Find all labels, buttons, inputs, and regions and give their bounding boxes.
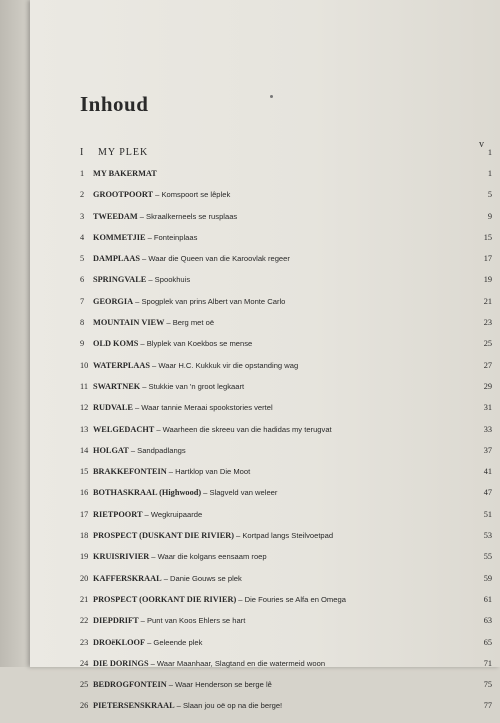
toc-entry xyxy=(80,595,492,616)
toc-entry xyxy=(80,638,492,659)
toc-entry xyxy=(80,275,492,296)
toc-entry xyxy=(80,467,492,488)
toc-entry-page: 27 xyxy=(483,360,492,370)
print-speck xyxy=(270,95,273,98)
toc-entry-page: 15 xyxy=(483,232,492,242)
toc-entry xyxy=(80,169,492,190)
toc-entry-title: KRUISRIVIER xyxy=(93,552,150,562)
toc-entry-number: 23 xyxy=(80,637,89,647)
toc-entry-number: 10 xyxy=(80,360,89,370)
toc-entry xyxy=(80,425,492,446)
toc-entry-title: KAFFERSKRAAL xyxy=(93,573,162,583)
toc-entry xyxy=(80,382,492,403)
toc-entry-title: RUDVALE xyxy=(93,403,133,413)
toc-entry-subtitle: – Slaan jou oë op na die berge! xyxy=(176,701,283,711)
toc-entry-title: BOTHASKRAAL (Highwood) xyxy=(93,488,202,498)
toc-entry-title: RIETPOORT xyxy=(93,509,143,519)
toc-entry-number: 21 xyxy=(80,594,89,604)
toc-entry-title: MOUNTAIN VIEW xyxy=(93,318,165,328)
toc-entry-title: DIEPDRIFT xyxy=(93,616,139,626)
toc-entry xyxy=(80,574,492,595)
toc-entry xyxy=(80,616,492,637)
toc-entry xyxy=(80,680,492,701)
toc-entry-subtitle: – Waar Maanhaar, Slagtand en die watermeid woon xyxy=(150,658,326,668)
toc-entry-number: 12 xyxy=(80,403,89,413)
toc-entry-number: 24 xyxy=(80,658,89,668)
toc-entry-title: MY BAKERMAT xyxy=(93,169,157,178)
toc-entry-page: 51 xyxy=(483,509,492,519)
toc-entry-page: 53 xyxy=(483,531,492,541)
toc-entry-subtitle: – Komspoort se lêplek xyxy=(155,190,231,200)
toc-entry-title: BEDROGFONTEIN xyxy=(93,680,167,690)
toc-entry-page: 75 xyxy=(483,680,492,690)
toc-entry-number: 9 xyxy=(80,339,85,349)
toc-entry-page: 23 xyxy=(483,318,492,328)
toc-entry-number: 6 xyxy=(80,275,85,285)
toc-entry-page: 1 xyxy=(487,169,492,178)
toc-entry xyxy=(80,361,492,382)
toc-entry-title: WATERPLAAS xyxy=(93,360,151,370)
toc-entry-number: 18 xyxy=(80,531,89,541)
toc-entry-page: 21 xyxy=(483,296,492,306)
toc-entry-title: GROOTPOORT xyxy=(93,190,154,200)
toc-entry xyxy=(80,659,492,680)
toc-entry-title: WELGEDACHT xyxy=(93,424,155,434)
toc-entry xyxy=(80,254,492,275)
toc-entry xyxy=(80,212,492,233)
toc-entry-subtitle: – Waar tannie Meraai spookstories vertel xyxy=(134,403,273,413)
toc-entry-page: 41 xyxy=(483,467,492,477)
toc-entry-page: 9 xyxy=(487,211,492,221)
toc-entry-page: 65 xyxy=(483,637,492,647)
toc-entry-page: 29 xyxy=(483,381,492,391)
toc-entry-subtitle: – Spookhuis xyxy=(148,275,191,285)
toc-entry-number: I xyxy=(80,147,84,158)
book-spine-shadow xyxy=(0,0,30,667)
toc-entry-number: 3 xyxy=(80,211,85,221)
page-title: Inhoud xyxy=(80,92,149,116)
toc-entry xyxy=(80,552,492,573)
toc-entry xyxy=(80,339,492,360)
toc-entry xyxy=(80,190,492,211)
toc-part-row xyxy=(80,147,492,169)
toc-entry-subtitle: – Blyplek van Koekbos se mense xyxy=(140,339,253,349)
toc-entry-page: 59 xyxy=(483,573,492,583)
toc-entry-title: PIETERSENSKRAAL xyxy=(93,701,175,711)
toc-entry-subtitle: – Danie Gouws se plek xyxy=(163,573,242,583)
toc-entry-subtitle: – Spogplek van prins Albert van Monte Carlo xyxy=(135,296,286,306)
toc-entry-number: 15 xyxy=(80,467,89,477)
toc-entry-number: 4 xyxy=(80,232,85,242)
toc-entry-subtitle: – Sandpadlangs xyxy=(130,445,186,455)
toc-entry-number: 5 xyxy=(80,254,85,264)
toc-entry-title: GEORGIA xyxy=(93,296,134,306)
toc-entry-subtitle: – Skraalkerneels se rusplaas xyxy=(139,211,238,221)
toc-entry-page: 37 xyxy=(483,445,492,455)
toc-entry xyxy=(80,233,492,254)
toc-entry-subtitle: – Punt van Koos Ehlers se hart xyxy=(140,616,246,626)
toc-entry xyxy=(80,531,492,552)
toc-entry-title: TWEEDAM xyxy=(93,211,138,221)
toc-entry xyxy=(80,488,492,509)
toc-entry-number: 8 xyxy=(80,318,85,328)
toc-entry-page: 33 xyxy=(483,424,492,434)
toc-entry-title: SWARTNEK xyxy=(93,381,141,391)
toc-entry xyxy=(80,446,492,467)
toc-entry-number: 20 xyxy=(80,573,89,583)
toc-entry-title: OLD KOMS xyxy=(93,339,139,349)
toc-entry-subtitle: – Slagveld van weleer xyxy=(203,488,278,498)
toc-entry-page: 25 xyxy=(483,339,492,349)
toc-entry-number: 19 xyxy=(80,552,89,562)
toc-entry-number: 17 xyxy=(80,509,89,519)
toc-entry-number: 13 xyxy=(80,424,89,434)
toc-entry-subtitle: – Waar die Queen van die Karoovlak regeer xyxy=(142,254,290,264)
toc-entry-title: BRAKKEFONTEIN xyxy=(93,467,167,477)
toc-entry-subtitle: – Waar Henderson se berge lê xyxy=(168,680,272,690)
toc-entry-subtitle: – Fonteinplaas xyxy=(147,232,198,242)
toc-entry xyxy=(80,510,492,531)
toc-entry xyxy=(80,318,492,339)
toc-entry-title: DIE DORINGS xyxy=(93,658,149,668)
toc-entry-subtitle: – Kortpad langs Steilvoetpad xyxy=(236,531,334,541)
toc-entry-page: 5 xyxy=(487,190,492,200)
toc-entry-subtitle: – Waar H.C. Kukkuk vir die opstanding wag xyxy=(152,360,299,370)
toc-entry-number: 7 xyxy=(80,296,85,306)
toc-entry xyxy=(80,297,492,318)
table-of-contents xyxy=(80,147,492,723)
toc-entry-title: KOMMETJIE xyxy=(93,232,146,242)
toc-entry-title: HOLGAT xyxy=(93,445,129,455)
toc-entry-subtitle: – Wegkruipaarde xyxy=(144,509,203,519)
toc-entry-number: 2 xyxy=(80,190,85,200)
toc-entry-page: 19 xyxy=(483,275,492,285)
toc-entry-number: 25 xyxy=(80,680,89,690)
toc-entry-number: 16 xyxy=(80,488,89,498)
front-page-number: v xyxy=(479,139,484,150)
toc-entry-page: 31 xyxy=(483,403,492,413)
toc-entry-title: PROSPECT (DUSKANT DIE RIVIER) xyxy=(93,531,234,541)
toc-entry-subtitle: – Stukkie van 'n groot legkaart xyxy=(142,381,245,391)
toc-entry-title: PROSPECT (OORKANT DIE RIVIER) xyxy=(93,594,237,604)
toc-entry-title: DROëKLOOF xyxy=(93,637,146,647)
toc-entry-subtitle: – Hartklop van Die Moot xyxy=(168,467,251,477)
toc-entry-number: 26 xyxy=(80,701,89,711)
toc-entry-subtitle: – Berg met oë xyxy=(166,318,215,328)
toc-entry-subtitle: – Waarheen die skreeu van die hadidas my terugvat xyxy=(156,424,332,434)
toc-entry-title: DAMPLAAS xyxy=(93,254,141,264)
toc-entry-page: 63 xyxy=(483,616,492,626)
toc-entry-title: MY PLEK xyxy=(98,147,149,158)
toc-entry-page: 1 xyxy=(487,148,492,157)
toc-entry-number: 14 xyxy=(80,445,89,455)
toc-entry-page: 47 xyxy=(483,488,492,498)
toc-entry-page: 17 xyxy=(483,254,492,264)
toc-entry-page: 71 xyxy=(483,658,492,668)
toc-entry-page: 61 xyxy=(483,594,492,604)
toc-entry xyxy=(80,701,492,722)
toc-entry-subtitle: – Geleende plek xyxy=(147,637,203,647)
toc-entry-page: 77 xyxy=(483,701,492,711)
toc-entry-page: 55 xyxy=(483,552,492,562)
toc-entry-number: 22 xyxy=(80,616,89,626)
toc-entry-title: SPRINGVALE xyxy=(93,275,147,285)
toc-entry-number: 1 xyxy=(80,169,85,178)
toc-entry-number: 11 xyxy=(80,381,88,391)
toc-entry xyxy=(80,403,492,424)
toc-entry-subtitle: – Die Fouries se Alfa en Omega xyxy=(238,594,346,604)
toc-entry-subtitle: – Waar die kolgans eensaam roep xyxy=(151,552,267,562)
